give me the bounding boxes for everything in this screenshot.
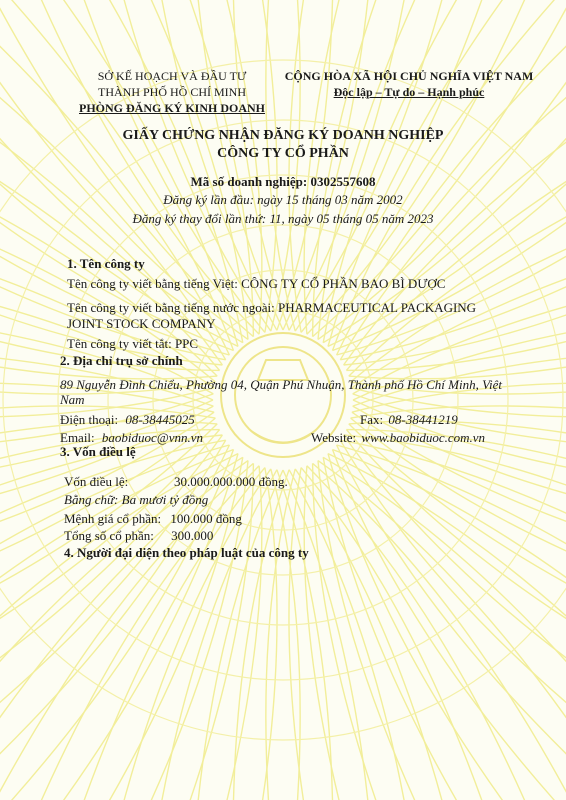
capital-words xyxy=(64,492,208,508)
company-name-vn: Tên công ty viết bằng tiếng Việt: CÔNG TY CỔ PHẦN BAO BÌ DƯỢC xyxy=(67,276,446,291)
total-shares-row xyxy=(64,528,213,544)
first-registration: Đăng ký lần đầu: ngày 15 tháng 03 năm 2002 xyxy=(163,192,403,207)
guilloche-ray xyxy=(66,457,243,800)
guilloche-ray xyxy=(323,457,500,800)
enterprise-code: Mã số doanh nghiệp: 0302557608 xyxy=(190,174,376,189)
address-line-2: Nam xyxy=(60,392,85,407)
website-row xyxy=(311,430,485,446)
issuer-line-3: PHÒNG ĐĂNG KÝ KINH DOANH xyxy=(79,101,265,115)
guilloche-ray xyxy=(333,450,566,696)
capital-words-label: Bằng chữ: xyxy=(64,492,119,507)
guilloche-ray xyxy=(289,468,326,800)
email-value: baobiduoc@vnn.vn xyxy=(101,430,204,445)
issuer-header xyxy=(72,69,272,117)
national-motto: Độc lập – Tự do – Hạnh phúc xyxy=(333,85,485,99)
issuer-line-2: THÀNH PHỐ HỒ CHÍ MINH xyxy=(98,85,246,99)
capital-words-value: Ba mươi tỷ đồng xyxy=(121,492,209,507)
address-line-1: 89 Nguyễn Đình Chiểu, Phường 04, Quận Phú Nhuận, Thành phố Hồ Chí Minh, Việt xyxy=(60,377,503,392)
issuer-line-1: SỞ KẾ HOẠCH VÀ ĐẦU TƯ xyxy=(97,69,247,83)
phone-label: Điện thoại: xyxy=(60,412,119,427)
company-short-name: Tên công ty viết tắt: PPC xyxy=(67,336,199,351)
fax-value: 08-38441219 xyxy=(388,412,458,427)
fax-row xyxy=(360,412,458,428)
phone-row xyxy=(60,412,195,428)
guilloche-ray xyxy=(241,468,278,800)
fax-label: Fax: xyxy=(360,412,384,427)
section-1-heading: 1. Tên công ty xyxy=(67,256,145,271)
change-registration: Đăng ký thay đổi lần thứ: 11, ngày 05 tháng 05 năm 2023 xyxy=(132,211,434,226)
company-name-foreign: Tên công ty viết bằng tiếng nước ngoài: PHARMACEUTICAL PACKAGING xyxy=(67,300,477,315)
section-3-heading: 3. Vốn điều lệ xyxy=(60,444,136,459)
par-value-row xyxy=(64,511,242,527)
certificate-title: GIẤY CHỨNG NHẬN ĐĂNG KÝ DOANH NGHIỆP xyxy=(122,128,444,143)
national-header xyxy=(280,69,538,101)
capital-value: 30.000.000.000 đồng. xyxy=(174,474,288,489)
par-value-label: Mệnh giá cổ phần: xyxy=(64,511,162,526)
phone-value: 08-38445025 xyxy=(125,412,195,427)
total-shares-value: 300.000 xyxy=(171,528,214,543)
national-title: CỘNG HÒA XÃ HỘI CHỦ NGHĨA VIỆT NAM xyxy=(284,69,534,83)
capital-label: Vốn điều lệ: xyxy=(64,474,129,489)
guilloche-ray xyxy=(271,469,300,800)
certificate-subtitle: CÔNG TY CỔ PHẦN xyxy=(217,146,349,161)
website-value: www.baobiduoc.com.vn xyxy=(361,430,486,445)
email-label: Email: xyxy=(60,430,95,445)
website-label: Website: xyxy=(311,430,357,445)
company-name-foreign-cont: JOINT STOCK COMPANY xyxy=(67,316,216,331)
section-2-heading: 2. Địa chỉ trụ sở chính xyxy=(60,353,183,368)
guilloche-ray xyxy=(266,469,295,800)
par-value: 100.000 đồng xyxy=(170,511,242,526)
section-4-heading: 4. Người đại diện theo pháp luật của công ty xyxy=(64,545,309,560)
total-shares-label: Tổng số cổ phần: xyxy=(64,528,154,543)
